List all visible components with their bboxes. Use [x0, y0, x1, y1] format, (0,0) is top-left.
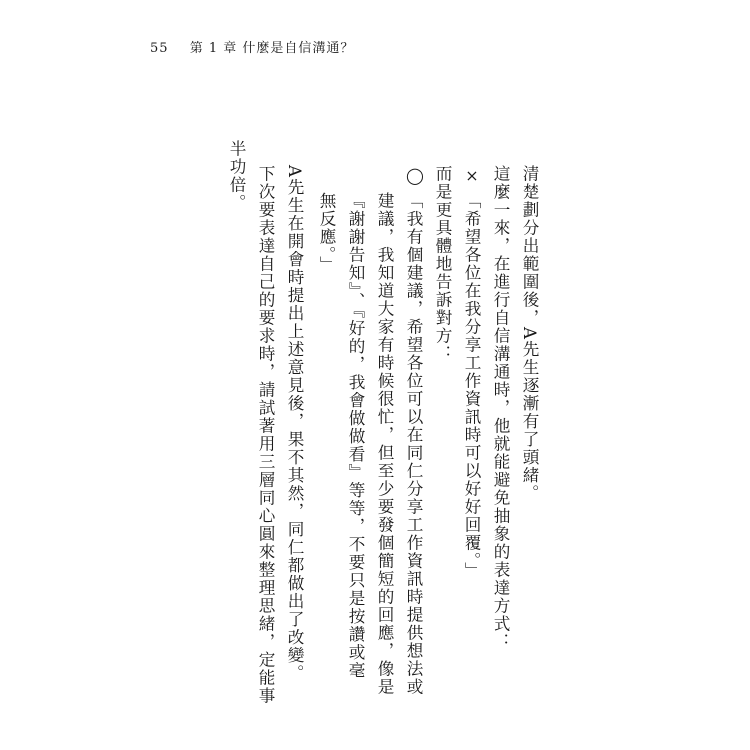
text-column-1: 清楚劃分出範圍後，A先生逐漸有了頭緒。 [520, 165, 539, 503]
text-column-11: 半功倍。 [227, 140, 246, 212]
text-column-8: 無反應。」 [317, 192, 336, 274]
page-number: 55 [150, 41, 169, 56]
text-column-6: 建議，我知道大家有時候很忙，但至少要發個簡短的回應，像是 [375, 192, 394, 696]
text-column-7: 『謝謝告知』、『好的，我會做做看』等等，不要只是按讚或毫 [346, 192, 365, 680]
running-header [150, 37, 354, 56]
text-column-2: 這麼一來，在進行自信溝通時，他就能避免抽象的表達方式： [491, 165, 510, 651]
good-example-mark: ◯ [406, 166, 424, 185]
text-column-4: 而是更具體地告訴對方： [433, 165, 452, 363]
chapter-label: 第 1 章 [189, 41, 238, 56]
chapter-title: 什麼是自信溝通？ [242, 41, 355, 56]
bad-example-mark: × [465, 166, 479, 185]
text-column-5: 「我有個建議，希望各位可以在同仁分享工作資訊時提供想法或 [404, 192, 423, 696]
text-column-3: 「希望各位在我分享工作資訊時可以好好回覆。」 [462, 192, 481, 580]
text-column-9: A先生在開會時提出上述意見後，果不其然，同仁都做出了改變。 [285, 165, 304, 683]
text-column-10: 下次要表達自己的要求時，請試著用三層同心圓來整理思緒，定能事 [256, 165, 275, 705]
